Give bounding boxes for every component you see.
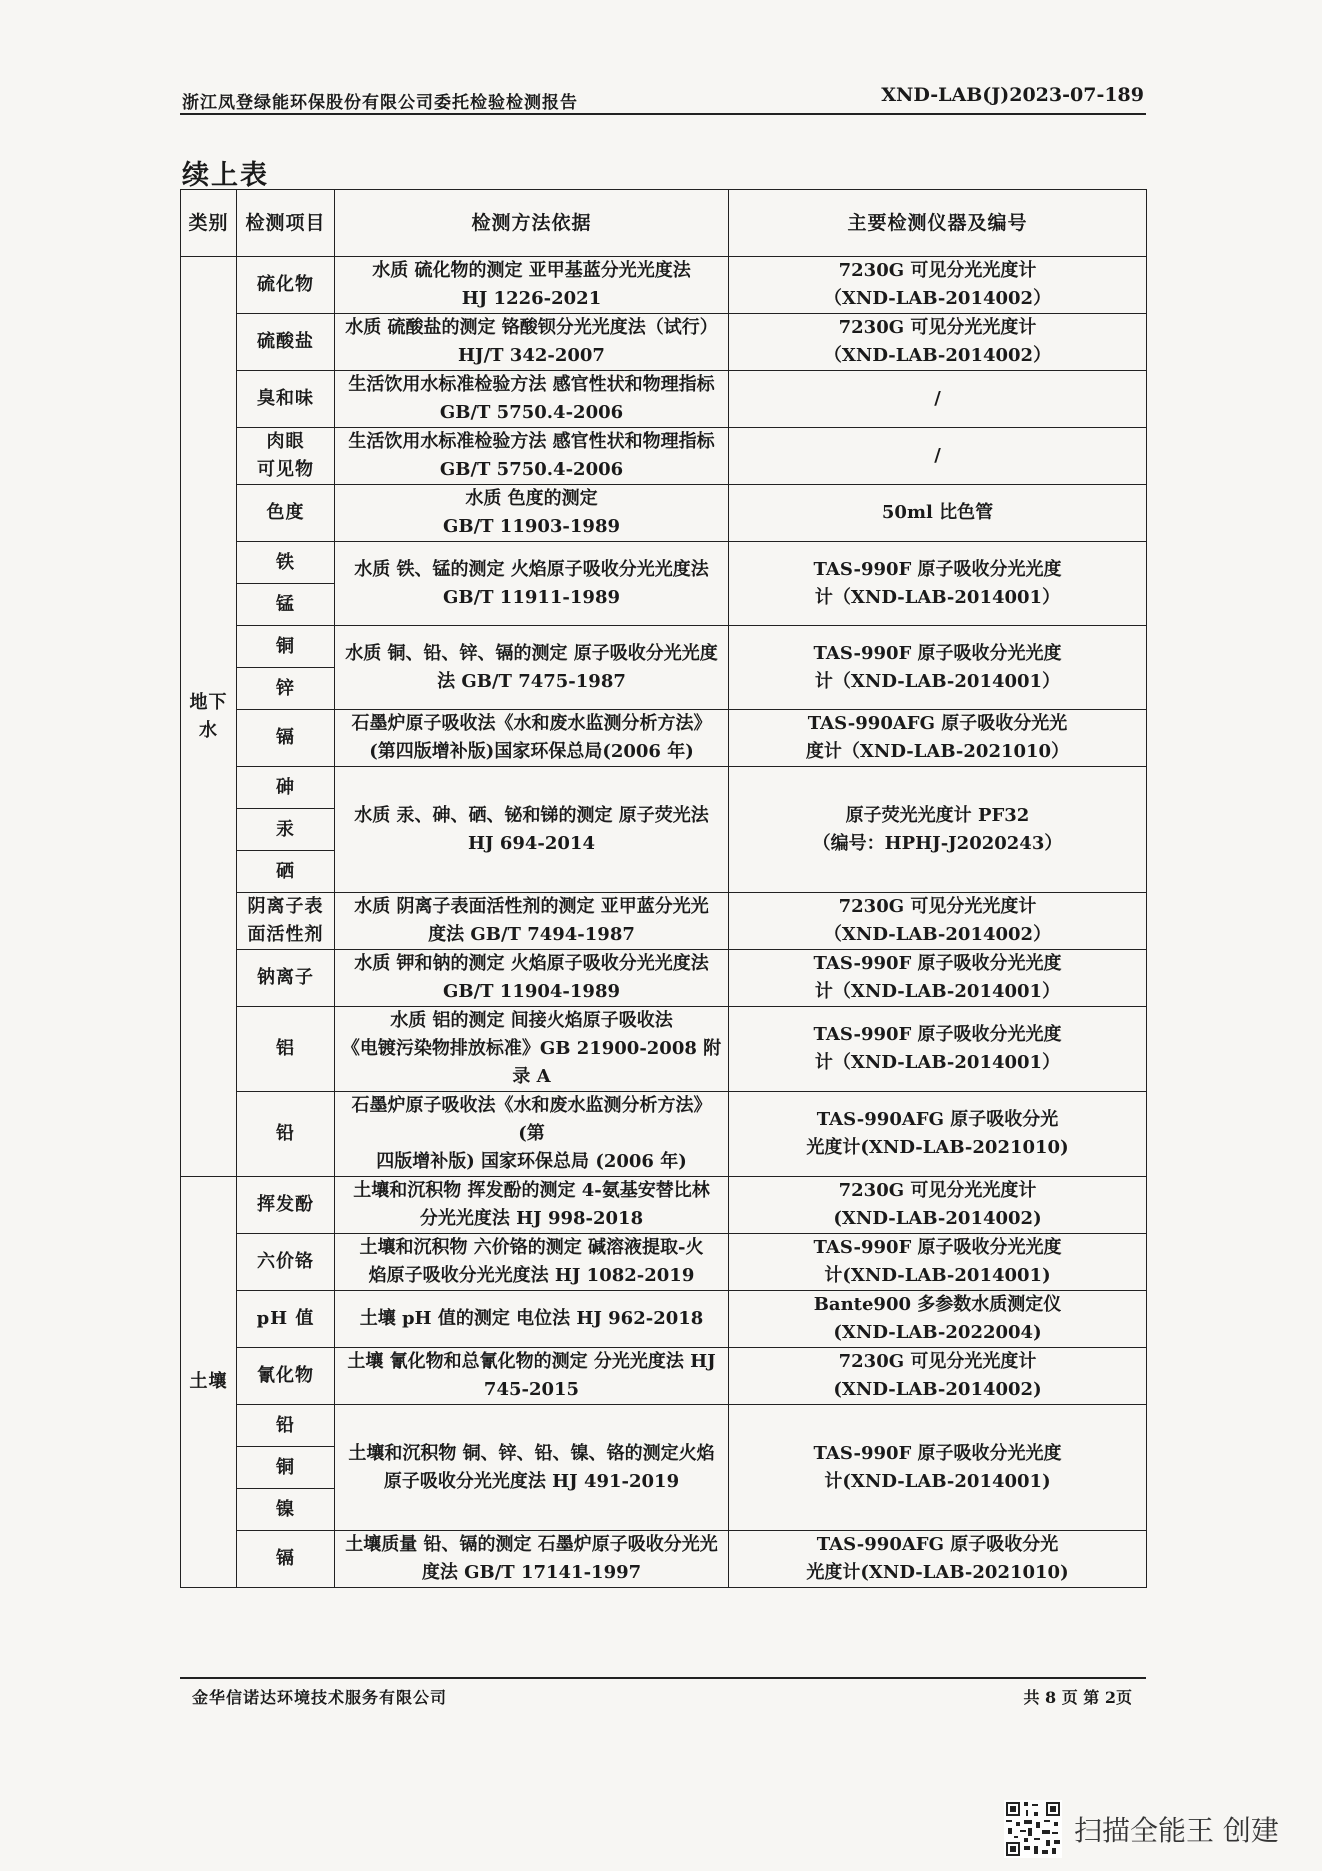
table-row (181, 542, 1147, 584)
table-row (181, 428, 1147, 485)
column-header-method: 检测方法依据 (335, 190, 729, 257)
table-row (181, 767, 1147, 809)
item-cell: 锌 (237, 668, 335, 710)
item-cell: 镉 (237, 710, 335, 767)
item-cell: 硫酸盐 (237, 314, 335, 371)
header-divider (180, 113, 1146, 115)
method-cell: 石墨炉原子吸收法《水和废水监测分析方法》 (第四版增补版)国家环保总局(2006 年) (335, 710, 729, 767)
item-cell: 氰化物 (237, 1348, 335, 1405)
instrument-cell: TAS-990F 原子吸收分光光度 计（XND-LAB-2014001） (729, 542, 1147, 626)
instrument-cell: TAS-990F 原子吸收分光光度 计（XND-LAB-2014001） (729, 950, 1147, 1007)
table-row (181, 1291, 1147, 1348)
item-cell: 阴离子表 面活性剂 (237, 893, 335, 950)
item-cell: 锰 (237, 584, 335, 626)
item-cell: 臭和味 (237, 371, 335, 428)
instrument-cell: 7230G 可见分光光度计 （XND-LAB-2014002） (729, 257, 1147, 314)
method-cell: 石墨炉原子吸收法《水和废水监测分析方法》(第 四版增补版) 国家环保总局 (2006 年) (335, 1092, 729, 1177)
table-header-row (181, 190, 1147, 257)
continued-label: 续上表 (182, 160, 269, 191)
instrument-cell: 7230G 可见分光光度计 （XND-LAB-2014002） (729, 314, 1147, 371)
method-cell: 水质 铁、锰的测定 火焰原子吸收分光光度法 GB/T 11911-1989 (335, 542, 729, 626)
qr-code-icon (1004, 1800, 1062, 1858)
method-cell: 水质 色度的测定 GB/T 11903-1989 (335, 485, 729, 542)
column-header-instrument: 主要检测仪器及编号 (729, 190, 1147, 257)
instrument-cell: TAS-990F 原子吸收分光光度 计（XND-LAB-2014001） (729, 626, 1147, 710)
item-cell: 铅 (237, 1405, 335, 1447)
method-cell: 生活饮用水标准检验方法 感官性状和物理指标 GB/T 5750.4-2006 (335, 428, 729, 485)
scanner-label: 扫描全能王 创建 (1074, 1814, 1279, 1847)
item-cell: 钠离子 (237, 950, 335, 1007)
table-row (181, 1177, 1147, 1234)
table-row (181, 257, 1147, 314)
item-cell: 铁 (237, 542, 335, 584)
method-cell: 土壤和沉积物 挥发酚的测定 4-氨基安替比林 分光光度法 HJ 998-2018 (335, 1177, 729, 1234)
table-row (181, 314, 1147, 371)
instrument-cell: / (729, 371, 1147, 428)
column-header-category: 类别 (181, 190, 237, 257)
table-row (181, 1092, 1147, 1177)
table-row (181, 1234, 1147, 1291)
column-header-item: 检测项目 (237, 190, 335, 257)
item-cell: 砷 (237, 767, 335, 809)
item-cell: 铅 (237, 1092, 335, 1177)
instrument-cell: 50ml 比色管 (729, 485, 1147, 542)
instrument-cell: TAS-990AFG 原子吸收分光光 度计（XND-LAB-2021010） (729, 710, 1147, 767)
table-row (181, 1348, 1147, 1405)
table-row (181, 710, 1147, 767)
item-cell: 铝 (237, 1007, 335, 1092)
footer-divider (180, 1677, 1146, 1679)
footer-company: 金华信诺达环境技术服务有限公司 (192, 1688, 448, 1707)
item-cell: 镍 (237, 1489, 335, 1531)
method-cell: 水质 硫酸盐的测定 铬酸钡分光光度法（试行） HJ/T 342-2007 (335, 314, 729, 371)
item-cell: 六价铬 (237, 1234, 335, 1291)
method-cell: 土壤质量 铅、镉的测定 石墨炉原子吸收分光光 度法 GB/T 17141-1997 (335, 1531, 729, 1588)
table-row (181, 626, 1147, 668)
table-row (181, 1405, 1147, 1447)
instrument-cell: 7230G 可见分光光度计 (XND-LAB-2014002) (729, 1348, 1147, 1405)
table-row (181, 1531, 1147, 1588)
table-row (181, 950, 1147, 1007)
method-cell: 土壤和沉积物 六价铬的测定 碱溶液提取-火 焰原子吸收分光光度法 HJ 1082-2019 (335, 1234, 729, 1291)
item-cell: 铜 (237, 626, 335, 668)
item-cell: 汞 (237, 809, 335, 851)
method-cell: 土壤 氰化物和总氰化物的测定 分光光度法 HJ 745-2015 (335, 1348, 729, 1405)
method-cell: 生活饮用水标准检验方法 感官性状和物理指标 GB/T 5750.4-2006 (335, 371, 729, 428)
category-cell: 土壤 (181, 1177, 237, 1588)
instrument-cell: 原子荧光光度计 PF32 （编号：HPHJ-J2020243） (729, 767, 1147, 893)
instrument-cell: TAS-990F 原子吸收分光光度 计(XND-LAB-2014001) (729, 1234, 1147, 1291)
table-row (181, 893, 1147, 950)
item-cell: 硒 (237, 851, 335, 893)
method-cell: 土壤 pH 值的测定 电位法 HJ 962-2018 (335, 1291, 729, 1348)
item-cell: 肉眼 可见物 (237, 428, 335, 485)
method-cell: 水质 汞、砷、硒、铋和锑的测定 原子荧光法 HJ 694-2014 (335, 767, 729, 893)
method-cell: 水质 铜、铅、锌、镉的测定 原子吸收分光光度 法 GB/T 7475-1987 (335, 626, 729, 710)
category-cell: 地下 水 (181, 257, 237, 1177)
table-row (181, 485, 1147, 542)
instrument-cell: 7230G 可见分光光度计 (XND-LAB-2014002) (729, 1177, 1147, 1234)
instrument-cell: Bante900 多参数水质测定仪 (XND-LAB-2022004) (729, 1291, 1147, 1348)
method-cell: 水质 硫化物的测定 亚甲基蓝分光光度法 HJ 1226-2021 (335, 257, 729, 314)
method-cell: 水质 钾和钠的测定 火焰原子吸收分光光度法 GB/T 11904-1989 (335, 950, 729, 1007)
item-cell: 挥发酚 (237, 1177, 335, 1234)
method-cell: 水质 阴离子表面活性剂的测定 亚甲蓝分光光 度法 GB/T 7494-1987 (335, 893, 729, 950)
instrument-cell: / (729, 428, 1147, 485)
report-header-title: 浙江凤登绿能环保股份有限公司委托检验检测报告 (182, 93, 578, 113)
inspection-methods-table (180, 189, 1147, 1588)
instrument-cell: 7230G 可见分光光度计 （XND-LAB-2014002） (729, 893, 1147, 950)
table-row (181, 1007, 1147, 1092)
instrument-cell: TAS-990F 原子吸收分光光度 计(XND-LAB-2014001) (729, 1405, 1147, 1531)
item-cell: 镉 (237, 1531, 335, 1588)
item-cell: pH 值 (237, 1291, 335, 1348)
item-cell: 硫化物 (237, 257, 335, 314)
table-row (181, 371, 1147, 428)
instrument-cell: TAS-990F 原子吸收分光光度 计（XND-LAB-2014001） (729, 1007, 1147, 1092)
instrument-cell: TAS-990AFG 原子吸收分光 光度计(XND-LAB-2021010) (729, 1092, 1147, 1177)
scanner-watermark (1004, 1800, 1279, 1858)
page-number: 共 8 页 第 2页 (1023, 1688, 1132, 1707)
item-cell: 铜 (237, 1447, 335, 1489)
instrument-cell: TAS-990AFG 原子吸收分光 光度计(XND-LAB-2021010) (729, 1531, 1147, 1588)
item-cell: 色度 (237, 485, 335, 542)
method-cell: 土壤和沉积物 铜、锌、铅、镍、铬的测定火焰 原子吸收分光光度法 HJ 491-2019 (335, 1405, 729, 1531)
method-cell: 水质 铝的测定 间接火焰原子吸收法 《电镀污染物排放标准》GB 21900-2008 附录 A (335, 1007, 729, 1092)
report-number: XND-LAB(J)2023-07-189 (881, 84, 1144, 106)
